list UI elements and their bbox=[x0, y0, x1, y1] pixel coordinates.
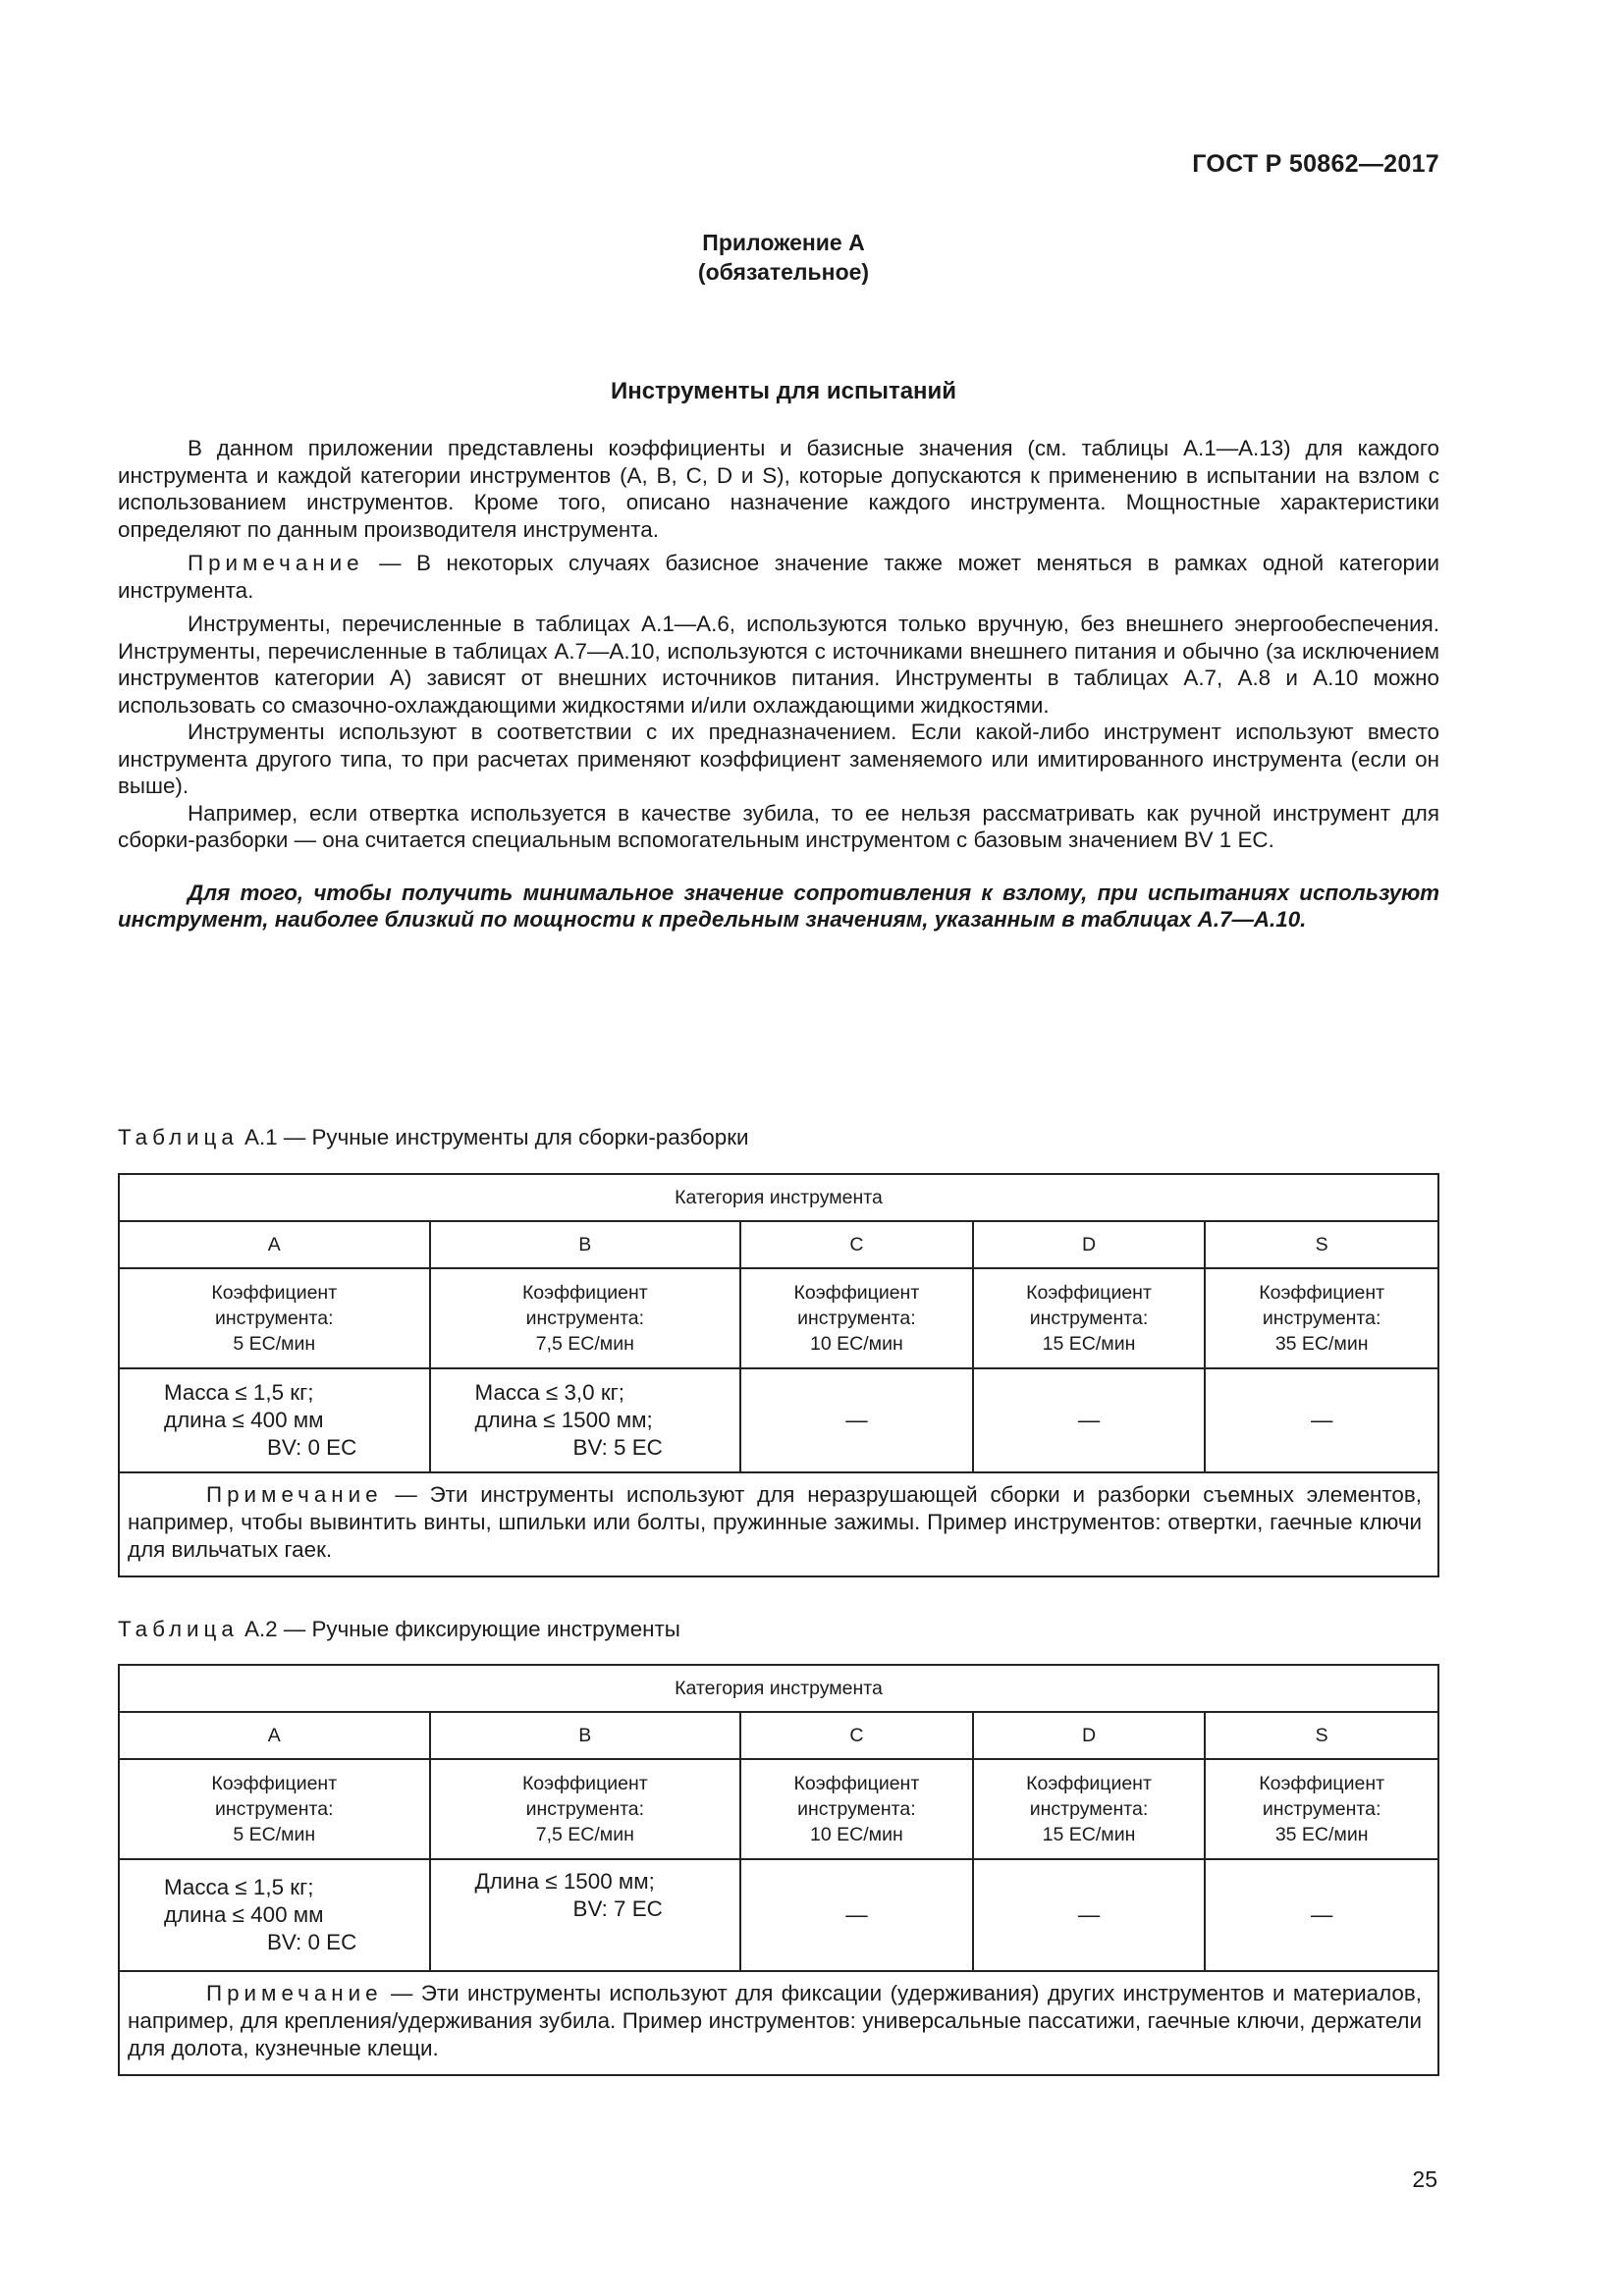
table1-value-s: — bbox=[1205, 1368, 1438, 1472]
table1-coef-cell: Коэффициент инструмента: 7,5 ЕС/мин bbox=[430, 1268, 741, 1368]
table1-category: С bbox=[740, 1221, 973, 1268]
table2-coef-cell: Коэффициент инструмента: 10 ЕС/мин bbox=[740, 1759, 973, 1859]
table1-coef-cell: Коэффициент инструмента: 5 ЕС/мин bbox=[119, 1268, 430, 1368]
table2-categories-row bbox=[119, 1712, 1438, 1759]
paragraph-usage: Инструменты, перечисленные в таблицах А.1—А.6, используются только вручную, без внешнего энергообеспечения. Инструменты, перечисленные в таблицах А.7—А.10, используются с источниками внешнего питания и обычно (за исключением инструментов категории А) зависят от внешних источников питания. Инструменты в таблицах А.7, А.8 и А.10 можно использовать со смазочно-охлаждающими жидкостями и/или охлаждающими жидкостями. bbox=[118, 612, 1439, 718]
table2-caption-text: А.2 — Ручные фиксирующие инструменты bbox=[238, 1617, 680, 1641]
table1-category: D bbox=[973, 1221, 1206, 1268]
note-label: Примечание bbox=[188, 551, 364, 575]
table1-caption bbox=[118, 1125, 749, 1150]
table1-coef-cell: Коэффициент инструмента: 10 ЕС/мин bbox=[740, 1268, 973, 1368]
table2-category: D bbox=[973, 1712, 1206, 1759]
table2-coefficients-row bbox=[119, 1759, 1438, 1859]
paragraph-intro: В данном приложении представлены коэффициенты и базисные значения (см. таблицы А.1—А.13) для каждого инструмента и каждой категории инструментов (А, В, С, D и S), которые допускаются к применению в испытании на взлом с использованием инструментов. Кроме того, описано назначение каждого инструмента. Мощностные характеристики определяют по данным производителя инструмента. bbox=[118, 436, 1439, 542]
page-number: 25 bbox=[1412, 2166, 1437, 2192]
table1-value-a: Масса ≤ 1,5 кг; длина ≤ 400 мм BV: 0 ЕС bbox=[119, 1368, 430, 1472]
table1-values-row bbox=[119, 1368, 1438, 1472]
table2 bbox=[118, 1664, 1439, 2076]
table1-value-d: — bbox=[973, 1368, 1206, 1472]
table1-category-header: Категория инструмента bbox=[119, 1174, 1438, 1221]
table2-value-b: Длина ≤ 1500 мм; BV: 7 ЕС bbox=[430, 1859, 741, 1971]
table1-note bbox=[119, 1472, 1438, 1576]
table2-values-row bbox=[119, 1859, 1438, 1971]
paragraph-note bbox=[118, 550, 1439, 604]
table2-coef-cell: Коэффициент инструмента: 15 ЕС/мин bbox=[973, 1759, 1206, 1859]
section-title: Инструменты для испытаний bbox=[610, 378, 957, 404]
table1-caption-text: А.1 — Ручные инструменты для сборки-разборки bbox=[238, 1125, 749, 1149]
table2-coef-cell: Коэффициент инструмента: 35 ЕС/мин bbox=[1205, 1759, 1438, 1859]
table1-value-c: — bbox=[740, 1368, 973, 1472]
table2-category-header: Категория инструмента bbox=[119, 1665, 1438, 1712]
appendix-heading bbox=[0, 228, 1567, 287]
table1-category: А bbox=[119, 1221, 430, 1268]
document-code: ГОСТ Р 50862—2017 bbox=[1192, 150, 1439, 178]
table2-category: В bbox=[430, 1712, 741, 1759]
body-text bbox=[118, 435, 1439, 940]
table2-value-s: — bbox=[1205, 1859, 1438, 1971]
paragraph-purpose: Инструменты используют в соответствии с их предназначением. Если какой-либо инструмент используют вместо инструмента другого типа, то при расчетах применяют коэффициент заменяемого или имитированного инструмента (если он выше). bbox=[118, 720, 1439, 798]
table1-coef-cell: Коэффициент инструмента: 35 ЕС/мин bbox=[1205, 1268, 1438, 1368]
table1-note-label: Примечание bbox=[206, 1482, 383, 1507]
table1-coefficients-row bbox=[119, 1268, 1438, 1368]
table1-categories-row bbox=[119, 1221, 1438, 1268]
appendix-status: (обязательное) bbox=[697, 259, 870, 285]
table1-coef-cell: Коэффициент инструмента: 15 ЕС/мин bbox=[973, 1268, 1206, 1368]
table1-category: В bbox=[430, 1221, 741, 1268]
table2-category: А bbox=[119, 1712, 430, 1759]
paragraph-example: Например, если отвертка используется в качестве зубила, то ее нельзя рассматривать как ручной инструмент для сборки-разборки — она считается специальным вспомогательным инструментом с базовым значением BV 1 ЕС. bbox=[118, 800, 1439, 852]
table1-value-b: Масса ≤ 3,0 кг; длина ≤ 1500 мм; BV: 5 ЕС bbox=[430, 1368, 741, 1472]
table2-coef-cell: Коэффициент инструмента: 5 ЕС/мин bbox=[119, 1759, 430, 1859]
table2-value-c: — bbox=[740, 1859, 973, 1971]
note-text: — В некоторых случаях базисное значение также может меняться в рамках одной категории инструмента. bbox=[118, 551, 1439, 603]
table1-note-text: — Эти инструменты используют для неразрушающей сборки и разборки съемных элементов, например, чтобы вывинтить винты, шпильки или болты, пружинные зажимы. Пример инструментов: отвертки, гаечные ключи для вильчатых гаек. bbox=[128, 1482, 1422, 1562]
table2-coef-cell: Коэффициент инструмента: 7,5 ЕС/мин bbox=[430, 1759, 741, 1859]
paragraph-emphasis: Для того, чтобы получить минимальное значение сопротивления к взлому, при испытаниях используют инструмент, наиболее близкий по мощности к предельным значениям, указанным в таблицах А.7—А.10. bbox=[118, 880, 1439, 932]
table2-caption bbox=[118, 1617, 680, 1642]
table1 bbox=[118, 1173, 1439, 1577]
table2-note-text: — Эти инструменты используют для фиксации (удерживания) других инструментов и материалов, например, для крепления/удерживания зубила. Пример инструментов: универсальные пассатижи, гаечные ключи, держатели для долота, кузнечные клещи. bbox=[128, 1981, 1422, 2060]
appendix-title: Приложение А bbox=[702, 230, 865, 255]
table2-value-a: Масса ≤ 1,5 кг; длина ≤ 400 мм BV: 0 ЕС bbox=[119, 1859, 430, 1971]
table2-note bbox=[119, 1971, 1438, 2075]
table2-note-label: Примечание bbox=[206, 1981, 383, 2005]
table1-caption-label: Таблица bbox=[118, 1125, 239, 1149]
table2-category: S bbox=[1205, 1712, 1438, 1759]
table2-caption-label: Таблица bbox=[118, 1617, 239, 1641]
table1-category: S bbox=[1205, 1221, 1438, 1268]
table2-value-d: — bbox=[973, 1859, 1206, 1971]
table2-category: С bbox=[740, 1712, 973, 1759]
